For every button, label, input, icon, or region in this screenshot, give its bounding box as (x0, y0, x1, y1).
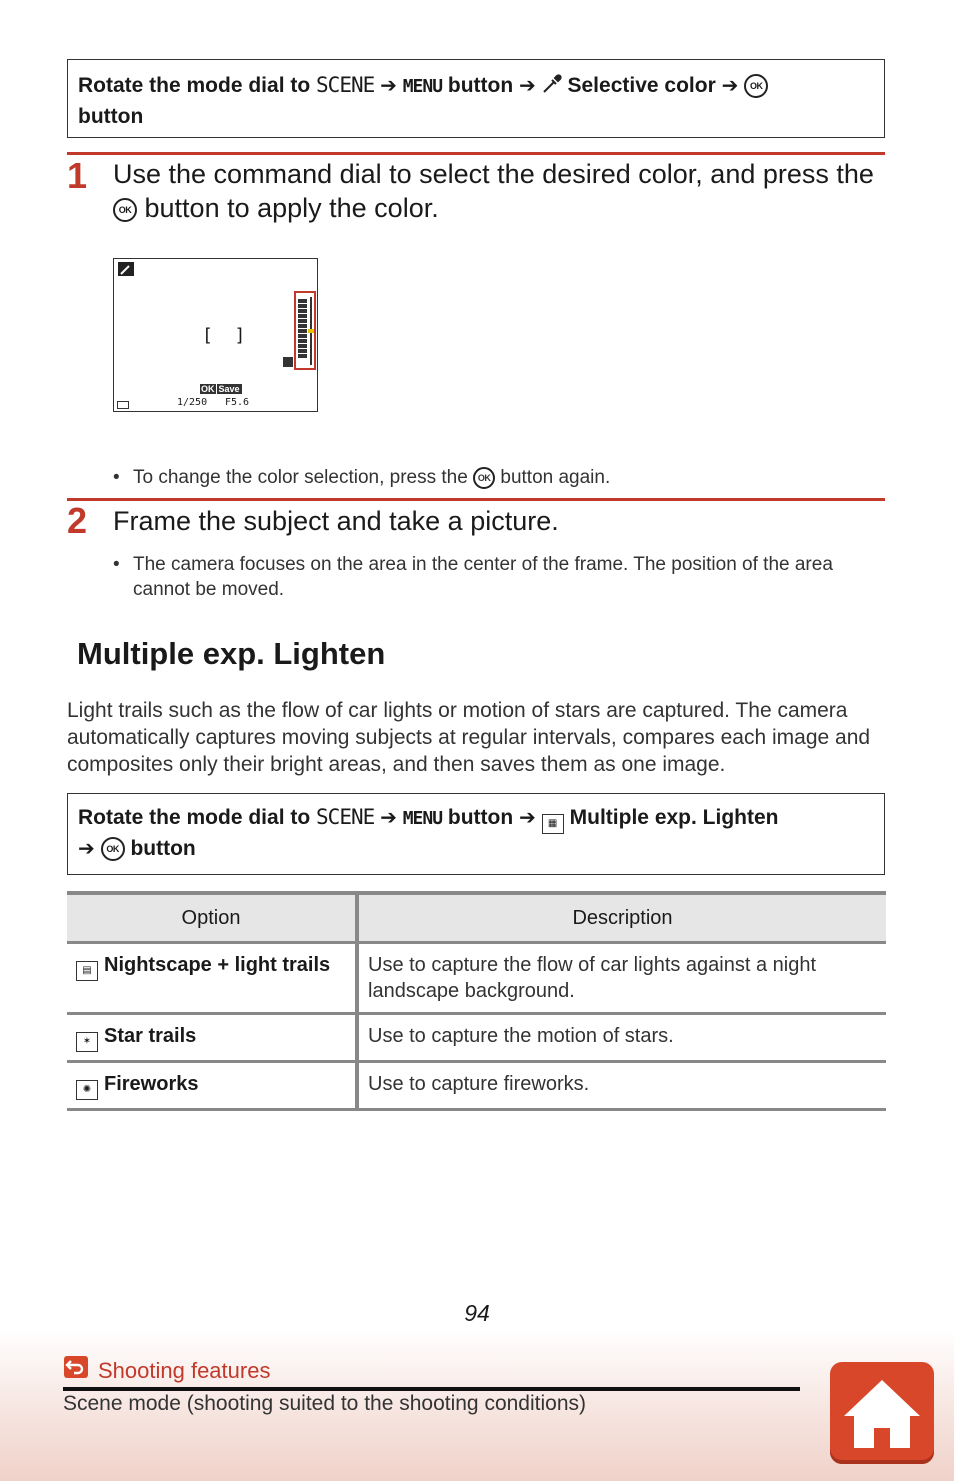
color-slider (294, 291, 316, 370)
menu-path-box-multiple: Rotate the mode dial to SCENE ➔ MENU button ➔ ▦ Multiple exp. Lighten ➔ OK button (67, 793, 885, 875)
scene-label: SCENE (316, 805, 375, 829)
menu-label: MENU (402, 808, 443, 829)
table-row: ✺ Fireworks Use to capture fireworks. (67, 1062, 886, 1110)
ok-icon: OK (101, 837, 125, 861)
section-title: Multiple exp. Lighten (77, 636, 386, 671)
arrow-icon: ➔ (519, 75, 536, 97)
home-icon (830, 1362, 934, 1464)
footer-section-link[interactable]: Shooting features (98, 1358, 271, 1383)
step-1-text: Use the command dial to select the desired color, and press the OK button to apply the color. (113, 159, 874, 223)
multiple-exp-icon: ▦ (542, 814, 564, 834)
home-button[interactable] (830, 1362, 934, 1464)
eyedropper-icon (118, 262, 134, 276)
focus-brackets: [ ] (202, 325, 246, 346)
arrow-icon: ➔ (721, 75, 739, 97)
arrow-icon: ➔ (380, 807, 397, 829)
step-number: 1 (67, 155, 88, 196)
exposure-icon (283, 357, 293, 367)
scene-label: SCENE (316, 73, 375, 97)
step-1-bullet: • To change the color selection, press the OK button again. (113, 467, 611, 488)
ok-icon: OK (744, 74, 768, 98)
footer-subtitle: Scene mode (shooting suited to the shooting conditions) (63, 1392, 587, 1415)
back-icon[interactable] (64, 1356, 88, 1378)
step-number: 2 (67, 500, 88, 541)
nightscape-icon: ▤ (76, 961, 98, 981)
menu-label: MENU (402, 76, 443, 97)
table-header-row (67, 893, 886, 943)
menu-path-box-selective: Rotate the mode dial to SCENE ➔ MENU button ➔ Selective color ➔ OK button (67, 59, 885, 138)
arrow-icon: ➔ (78, 838, 95, 860)
page-number: 94 (464, 1300, 490, 1326)
footer-rule (63, 1387, 800, 1391)
options-table (67, 891, 886, 1111)
step-2-text: Frame the subject and take a picture. (113, 506, 559, 536)
ok-icon: OK (473, 467, 495, 489)
arrow-icon: ➔ (380, 75, 397, 97)
eyedropper-icon (542, 74, 568, 97)
table-row: ✶ Star trails Use to capture the motion of stars. (67, 1014, 886, 1062)
ok-icon: OK (113, 198, 137, 222)
aperture: F5.6 (225, 397, 250, 408)
arrow-icon: ➔ (519, 807, 536, 829)
fireworks-icon: ✺ (76, 1080, 98, 1100)
battery-icon (117, 401, 129, 409)
star-trails-icon: ✶ (76, 1032, 98, 1052)
step-2-bullet: • The camera focuses on the area in the center of the frame. The position of the area cannot be moved. (113, 554, 833, 600)
header-description: Description (357, 893, 886, 943)
step-divider (67, 498, 885, 501)
shutter-speed: 1/250 (177, 397, 208, 408)
step-divider (67, 152, 885, 155)
camera-screen (113, 258, 318, 412)
section-paragraph: Light trails such as the flow of car lights or motion of stars are captured. The camera automatically captures moving subjects at regular intervals, compares each image and composites only their bright areas, and then saves them as one image. (67, 699, 871, 776)
header-option: Option (67, 893, 357, 943)
ok-save-label: OK Save (201, 384, 240, 394)
table-row: ▤ Nightscape + light trails Use to capture the flow of car lights against a night landscape background. (67, 943, 886, 1014)
